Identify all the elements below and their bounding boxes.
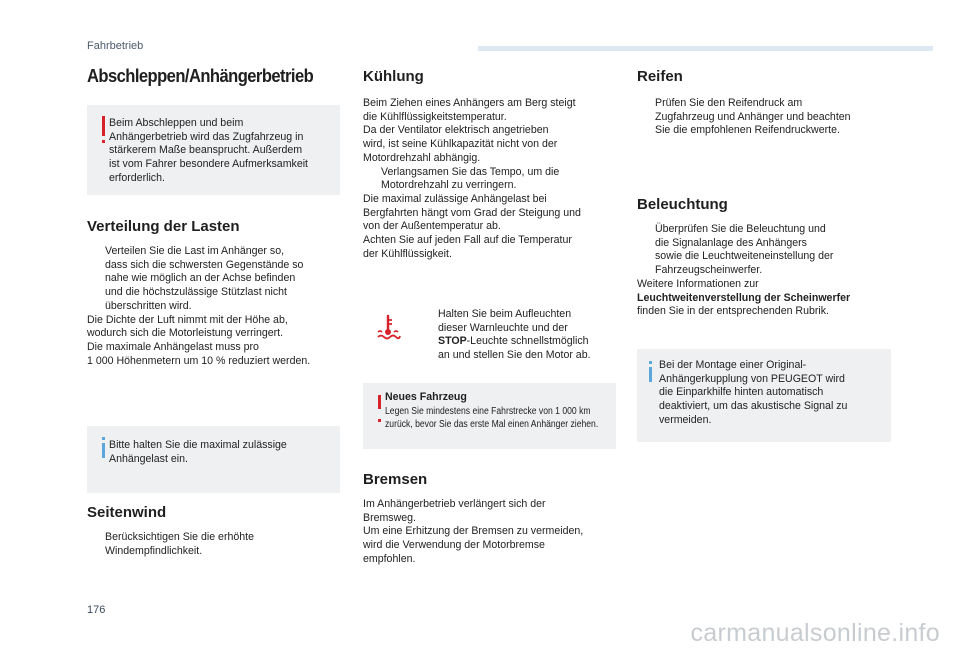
warning-light-text: Halten Sie beim Aufleuchten dieser Warnleuchte und der STOP-Leuchte schnellstmöglich an und stellen Sie den Motor ab. xyxy=(438,308,591,362)
load-distribution-text: Verteilen Sie die Last im Anhänger so, dass sich die schwersten Gegenstände so nahe wie möglich an der Achse befinden und die höchstzulässige Stützlast nicht überschritten wird. Die Dichte der Luft nimmt mit der Höhe ab, wodurch sich die Motorleistung verringert. Die maximale Anhängelast muss pro 1 000 Höhenmetern um 10 % reduziert werden. xyxy=(87,245,311,367)
new-vehicle-text: Neues Fahrzeug Legen Sie mindestens eine Fahrstrecke von 1 000 km zurück, bevor Sie das erste Mal einen Anhänger ziehen. xyxy=(385,391,599,430)
brakes-heading: Bremsen xyxy=(363,471,428,488)
warning-icon xyxy=(378,395,381,409)
load-info-box xyxy=(87,426,340,493)
header-bar xyxy=(478,46,933,51)
intro-warning-text: Beim Abschleppen und beim Anhängerbetrieb wird das Zugfahrzeug in stärkerem Maße beansprucht. Außerdem ist vom Fahrer besondere Aufmerksamkeit erforderlich. xyxy=(109,117,309,184)
warning-icon xyxy=(102,116,105,136)
info-icon xyxy=(102,443,105,458)
lighting-heading: Beleuchtung xyxy=(637,196,728,213)
coolant-temperature-icon xyxy=(373,312,403,342)
intro-warning-box xyxy=(87,105,340,195)
cooling-text: Beim Ziehen eines Anhängers am Berg steigt die Kühlflüssigkeitstemperatur. Da der Ventilator elektrisch angetrieben wird, ist seine Kühlkapazität nicht von der Motordrehzahl abhängig. Verlangsamen Sie das Tempo, um die Motordrehzahl zu verringern. Die maximal zulässige Anhängelast bei Bergfahrten hängt vom Grad der Steigung und von der Außentemperatur ab. Achten Sie auf jeden Fall auf die Temperatur der Kühlflüssigkeit. xyxy=(363,97,581,260)
new-vehicle-box xyxy=(363,383,616,449)
coupling-info-box xyxy=(637,349,891,442)
coupling-info-text: Bei der Montage einer Original- Anhängerkupplung von PEUGEOT wird die Einparkhilfe hinten automatisch deaktiviert, um das akustische Signal zu vermeiden. xyxy=(659,359,848,426)
section-header: Fahrbetrieb xyxy=(87,40,144,52)
tyres-text: Prüfen Sie den Reifendruck am Zugfahrzeug und Anhänger und beachten Sie die empfohlenen Reifendruckwerte. xyxy=(655,97,851,137)
tyres-heading: Reifen xyxy=(637,68,683,85)
cooling-heading: Kühlung xyxy=(363,68,424,85)
brakes-text: Im Anhängerbetrieb verlängert sich der Bremsweg. Um eine Erhitzung der Bremsen zu vermeiden, wird die Verwendung der Motorbremse empfohlen. xyxy=(363,498,584,565)
load-distribution-heading: Verteilung der Lasten xyxy=(87,218,240,235)
lighting-text: Überprüfen Sie die Beleuchtung und die Signalanlage des Anhängers sowie die Leuchtweiteneinstellung der Fahrzeugscheinwerfer. Weitere Informationen zur Leuchtweitenverstellung der Scheinwerfer finden Sie in der entsprechenden Rubrik. xyxy=(637,223,851,318)
crosswind-heading: Seitenwind xyxy=(87,504,167,521)
crosswind-text: Berücksichtigen Sie die erhöhte Windempfindlichkeit. xyxy=(105,531,254,557)
load-info-text: Bitte halten Sie die maximal zulässige Anhängelast ein. xyxy=(109,439,287,465)
watermark: carmanualsonline.info xyxy=(690,619,940,647)
page-number: 176 xyxy=(87,604,106,616)
info-icon xyxy=(649,367,652,382)
page-title: Abschleppen/Anhängerbetrieb xyxy=(87,66,314,86)
